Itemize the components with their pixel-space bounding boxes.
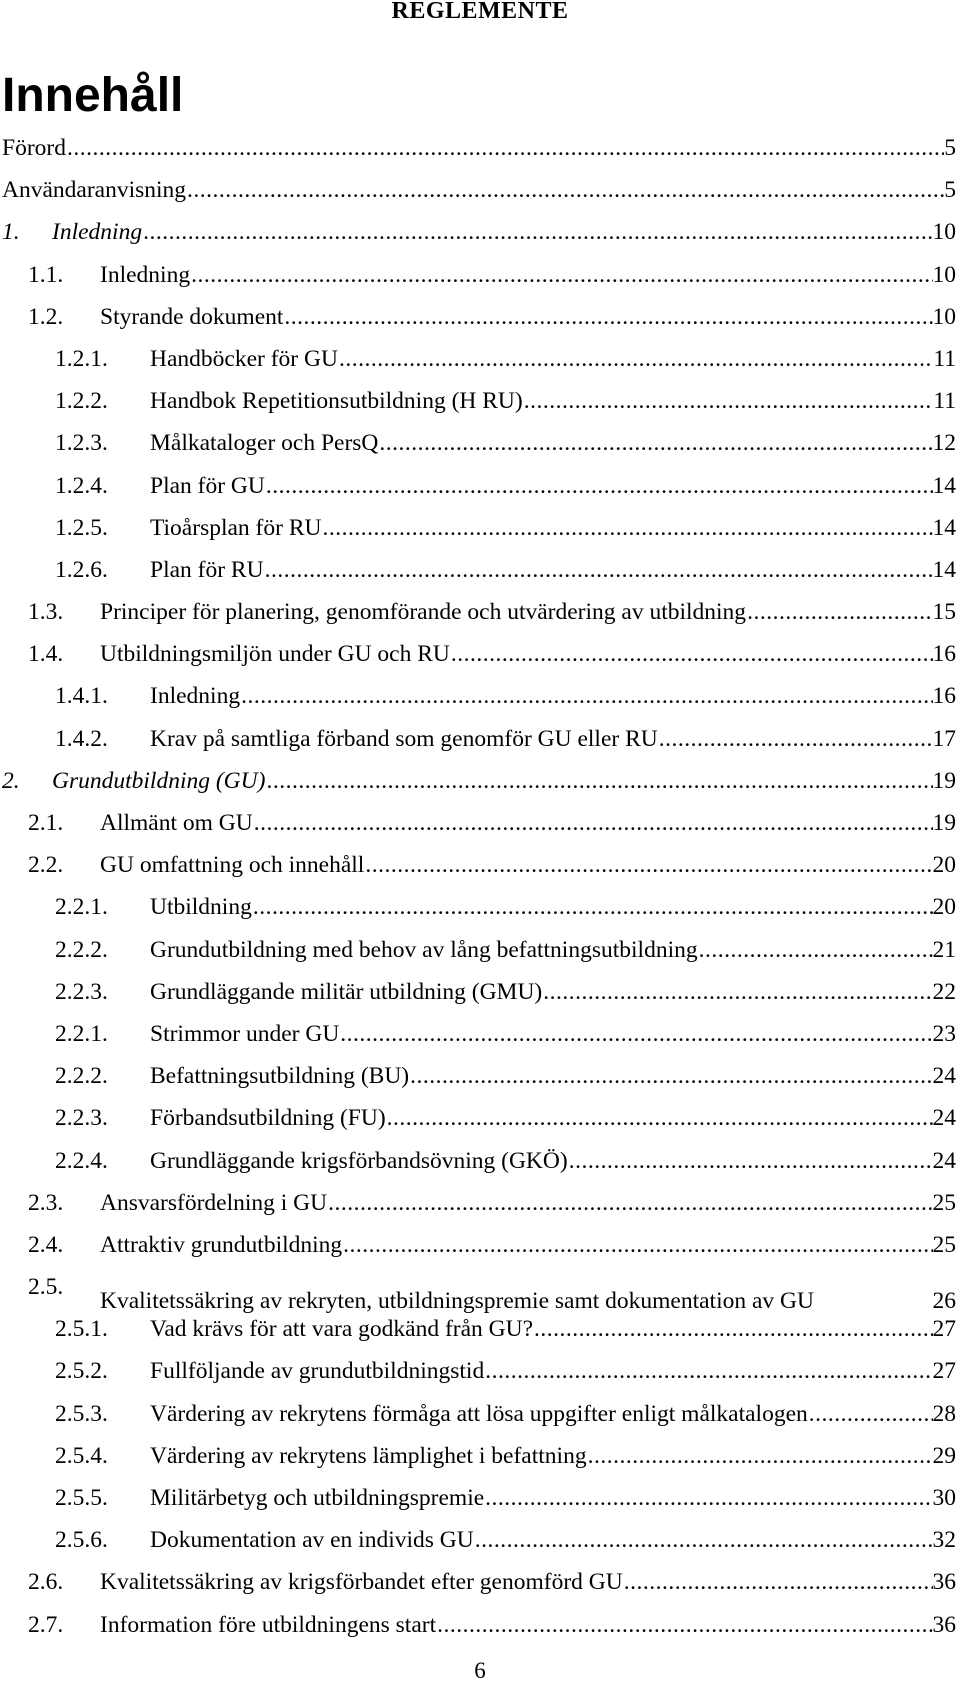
- toc-entry-line: [150, 549, 956, 591]
- toc-entry-number: 2.5.6.: [55, 1527, 108, 1554]
- toc-entry-title: Tioårsplan för RU: [150, 514, 322, 541]
- toc-entry-page: 11: [933, 388, 956, 415]
- toc-entry[interactable]: [0, 296, 960, 338]
- dot-leader: [451, 633, 933, 675]
- toc-entry-title: Krav på samtliga förband som genomför GU eller RU: [150, 725, 658, 752]
- toc-entry-line: [100, 254, 956, 296]
- toc-entry-number: 2.5.1.: [55, 1316, 108, 1343]
- toc-entry-line: [150, 422, 956, 464]
- toc-entry-line: [150, 929, 956, 971]
- toc-entry-page: 27: [932, 1358, 956, 1385]
- toc-entry-number: 2.5.3.: [55, 1400, 108, 1427]
- toc-entry-page: 26: [932, 1288, 956, 1315]
- toc-entry[interactable]: [0, 844, 960, 886]
- toc-entry[interactable]: [0, 1013, 960, 1055]
- toc-entry-title: Information före utbildningens start: [100, 1611, 437, 1638]
- toc-entry-number: 2.5.4.: [55, 1442, 108, 1469]
- dot-leader: [322, 507, 932, 549]
- toc-entry-title: Vad krävs för att vara godkänd från GU?: [150, 1316, 534, 1343]
- toc-entry-line: [100, 296, 956, 338]
- toc-entry-line: [52, 211, 956, 253]
- toc-entry-number: 1.2.4.: [55, 472, 108, 499]
- toc-entry-page: 28: [932, 1400, 956, 1427]
- toc-entry-page: 32: [932, 1527, 956, 1554]
- dot-leader: [254, 802, 933, 844]
- toc-entry-page: 24: [932, 1105, 956, 1132]
- toc-entry-page: 16: [932, 683, 956, 710]
- toc-entry-number: 1.: [2, 219, 20, 246]
- toc-entry-number: 2.2.1.: [55, 1020, 108, 1047]
- toc-entry-line: [150, 1393, 956, 1435]
- dot-leader: [534, 1308, 932, 1350]
- dot-leader: [524, 380, 934, 422]
- toc-entry-line: [150, 1477, 956, 1519]
- toc-entry-title: Förord: [2, 135, 66, 161]
- toc-entry-page: 25: [932, 1189, 956, 1216]
- toc-entry[interactable]: [0, 1477, 960, 1519]
- toc-entry-number: 1.2.3.: [55, 430, 108, 457]
- dot-leader: [191, 254, 932, 296]
- toc-entry-line: [150, 886, 956, 928]
- toc-entry[interactable]: [0, 591, 960, 633]
- toc-entry[interactable]: [0, 211, 960, 253]
- toc-entry-line: [100, 633, 956, 675]
- toc-entry-number: 1.3.: [28, 599, 64, 626]
- dot-leader: [699, 929, 933, 971]
- toc-entry-page: 20: [932, 894, 956, 921]
- toc-entry-number: 1.2.2.: [55, 388, 108, 415]
- toc-entry-number: 2.3.: [28, 1189, 64, 1216]
- toc-entry-title: GU omfattning och innehåll: [100, 852, 365, 879]
- toc-entry-page: 36: [932, 1611, 956, 1638]
- toc-entry-number: 2.6.: [28, 1569, 64, 1596]
- dot-leader: [265, 549, 933, 591]
- toc-entry-title: Grundutbildning (GU): [52, 767, 266, 794]
- toc-entry-title: Inledning: [52, 219, 143, 246]
- table-of-contents: [0, 127, 960, 1646]
- toc-entry-number: 2.2.4.: [55, 1147, 108, 1174]
- dot-leader: [747, 591, 932, 633]
- toc-entry-page: 14: [932, 556, 956, 583]
- toc-entry-line: [100, 1182, 956, 1224]
- toc-entry-title: Handböcker för GU: [150, 345, 338, 372]
- toc-entry-title: Militärbetyg och utbildningspremie: [150, 1485, 485, 1511]
- toc-entry[interactable]: [0, 338, 960, 380]
- dot-leader: [143, 211, 932, 253]
- toc-entry[interactable]: [0, 1182, 960, 1224]
- toc-entry-number: 2.2.1.: [55, 894, 108, 921]
- toc-entry-line: [150, 507, 956, 549]
- toc-entry[interactable]: [0, 1224, 960, 1266]
- toc-entry-number: 1.2.1.: [55, 345, 108, 372]
- toc-entry-page: 11: [933, 345, 956, 372]
- toc-entry-line: [150, 1519, 956, 1561]
- dot-leader: [485, 1350, 932, 1392]
- toc-entry[interactable]: [0, 465, 960, 507]
- toc-entry-title: Förbandsutbildning (FU): [150, 1105, 386, 1132]
- toc-entry-title: Handbok Repetitionsutbildning (H RU): [150, 388, 523, 415]
- toc-entry-page: 19: [932, 767, 956, 794]
- toc-entry-title: Målkataloger och PersQ: [150, 430, 379, 457]
- dot-leader: [387, 1097, 933, 1139]
- toc-entry[interactable]: [0, 127, 960, 169]
- toc-entry-number: 2.2.: [28, 852, 64, 879]
- dot-leader: [328, 1182, 932, 1224]
- toc-entry[interactable]: [0, 1604, 960, 1646]
- toc-entry[interactable]: [0, 507, 960, 549]
- dot-leader: [410, 1055, 932, 1097]
- dot-leader: [253, 886, 933, 928]
- toc-entry-page: 23: [932, 1020, 956, 1047]
- toc-entry-title: Principer för planering, genomförande och utvärdering av utbildning: [100, 599, 747, 626]
- toc-entry-line: [100, 1604, 956, 1646]
- toc-entry-line: [150, 380, 956, 422]
- toc-entry[interactable]: [0, 760, 960, 802]
- toc-entry[interactable]: [0, 718, 960, 760]
- toc-entry-page: 19: [932, 810, 956, 836]
- dot-leader: [624, 1561, 933, 1603]
- toc-entry[interactable]: [0, 1435, 960, 1477]
- toc-entry-number: 2.2.2.: [55, 936, 108, 963]
- toc-entry[interactable]: [0, 802, 960, 844]
- toc-entry-line: [150, 718, 956, 760]
- toc-entry-title: Utbildningsmiljön under GU och RU: [100, 641, 450, 668]
- toc-entry-number: 1.1.: [28, 261, 64, 288]
- dot-leader: [339, 338, 933, 380]
- toc-entry-line: [100, 1224, 956, 1266]
- toc-entry-page: 24: [932, 1063, 956, 1090]
- dot-leader: [815, 1266, 933, 1308]
- toc-entry-title: Allmänt om GU: [100, 810, 253, 836]
- dot-leader: [241, 675, 932, 717]
- toc-entry-number: 1.4.1.: [55, 683, 108, 710]
- toc-entry-line: [150, 338, 956, 380]
- toc-entry-line: [150, 1013, 956, 1055]
- dot-leader: [266, 760, 932, 802]
- toc-entry-page: 20: [932, 852, 956, 879]
- page-number: 6: [474, 1658, 486, 1683]
- toc-entry-title: Plan för RU: [150, 556, 264, 583]
- toc-entry[interactable]: [0, 1350, 960, 1392]
- toc-entry-title: Plan för GU: [150, 472, 265, 499]
- toc-entry-title: Inledning: [100, 261, 191, 288]
- toc-entry-page: 5: [944, 135, 956, 161]
- toc-entry-line: [100, 802, 956, 844]
- toc-entry-number: 2.5.2.: [55, 1358, 108, 1385]
- dot-leader: [67, 127, 944, 169]
- toc-entry[interactable]: [0, 1308, 960, 1350]
- toc-entry[interactable]: [0, 169, 960, 211]
- toc-entry-title: Värdering av rekrytens lämplighet i befattning: [150, 1442, 587, 1469]
- toc-entry-page: 29: [932, 1442, 956, 1469]
- toc-entry-page: 25: [932, 1231, 956, 1258]
- toc-entry-title: Attraktiv grundutbildning: [100, 1231, 343, 1258]
- toc-entry-number: 2.: [2, 767, 20, 794]
- toc-entry-page: 10: [932, 303, 956, 330]
- toc-entry-line: [2, 169, 956, 211]
- toc-entry-page: 16: [932, 641, 956, 668]
- dot-leader: [569, 1140, 933, 1182]
- dot-leader: [266, 465, 933, 507]
- toc-entry-title: Värdering av rekrytens förmåga att lösa uppgifter enligt målkatalogen: [150, 1400, 808, 1427]
- toc-entry-line: [100, 591, 956, 633]
- toc-entry-title: Grundläggande militär utbildning (GMU): [150, 978, 543, 1005]
- toc-entry-line: [150, 465, 956, 507]
- toc-entry-page: 22: [932, 978, 956, 1005]
- toc-entry-number: 1.4.: [28, 641, 64, 668]
- toc-entry-number: 2.2.3.: [55, 978, 108, 1005]
- toc-entry[interactable]: [0, 886, 960, 928]
- toc-entry-page: 10: [932, 219, 956, 246]
- toc-entry-number: 2.1.: [28, 810, 64, 836]
- toc-entry-line: [150, 1435, 956, 1477]
- toc-entry-line: [150, 1055, 956, 1097]
- toc-entry-title: Kvalitetssäkring av krigsförbandet efter genomförd GU: [100, 1569, 623, 1596]
- toc-entry-page: 10: [932, 261, 956, 288]
- toc-entry-number: 1.2.5.: [55, 514, 108, 541]
- toc-entry-line: [150, 1140, 956, 1182]
- toc-entry-page: 14: [932, 514, 956, 541]
- toc-entry-line: [150, 1097, 956, 1139]
- dot-leader: [588, 1435, 933, 1477]
- toc-entry-number: 2.7.: [28, 1611, 64, 1638]
- toc-entry-line: [150, 971, 956, 1013]
- dot-leader: [475, 1519, 933, 1561]
- toc-entry-page: 5: [944, 177, 956, 204]
- toc-entry[interactable]: [0, 1055, 960, 1097]
- toc-entry[interactable]: [0, 1561, 960, 1603]
- toc-entry-title: Fullföljande av grundutbildningstid: [150, 1358, 485, 1385]
- toc-entry-page: 12: [932, 430, 956, 457]
- toc-entry[interactable]: [0, 675, 960, 717]
- toc-entry[interactable]: [0, 380, 960, 422]
- toc-entry[interactable]: [0, 971, 960, 1013]
- dot-leader: [485, 1477, 932, 1519]
- dot-leader: [379, 422, 932, 464]
- toc-entry-number: 2.2.2.: [55, 1063, 108, 1090]
- toc-entry-page: 24: [932, 1147, 956, 1174]
- toc-entry[interactable]: [0, 549, 960, 591]
- toc-entry-title: Användaranvisning: [2, 177, 187, 204]
- toc-entry-line: [52, 760, 956, 802]
- toc-entry-page: 14: [932, 472, 956, 499]
- dot-leader: [340, 1013, 932, 1055]
- toc-entry-number: 2.5.5.: [55, 1485, 108, 1511]
- dot-leader: [543, 971, 932, 1013]
- toc-entry-number: 2.2.3.: [55, 1105, 108, 1132]
- toc-entry-number: 1.2.: [28, 303, 64, 330]
- toc-entry-title: Kvalitetssäkring av rekryten, utbildningspremie samt dokumentation av GU: [100, 1288, 814, 1315]
- dot-leader: [187, 169, 944, 211]
- dot-leader: [343, 1224, 932, 1266]
- document-header: REGLEMENTE: [391, 0, 569, 24]
- toc-entry-line: [150, 1308, 956, 1350]
- toc-entry-line: [100, 1561, 956, 1603]
- dot-leader: [365, 844, 932, 886]
- toc-entry-page: 36: [932, 1569, 956, 1596]
- toc-entry-number: 2.4.: [28, 1231, 64, 1258]
- toc-entry[interactable]: [0, 929, 960, 971]
- toc-entry-title: Inledning: [150, 683, 241, 710]
- toc-entry[interactable]: [0, 633, 960, 675]
- toc-entry-title: Dokumentation av en individs GU: [150, 1527, 474, 1554]
- toc-entry[interactable]: [0, 422, 960, 464]
- toc-entry-line: [2, 127, 956, 169]
- toc-entry-page: 15: [932, 599, 956, 626]
- toc-entry-number: 2.5.: [28, 1274, 64, 1301]
- toc-entry-page: 17: [932, 725, 956, 752]
- toc-entry[interactable]: [0, 254, 960, 296]
- toc-entry[interactable]: [0, 1140, 960, 1182]
- toc-entry-title: Grundläggande krigsförbandsövning (GKÖ): [150, 1147, 568, 1174]
- toc-entry-line: [150, 675, 956, 717]
- toc-entry-page: 30: [932, 1485, 956, 1511]
- dot-leader: [809, 1393, 933, 1435]
- toc-entry-line: [100, 844, 956, 886]
- toc-entry-title: Strimmor under GU: [150, 1020, 340, 1047]
- toc-entry-line: [150, 1350, 956, 1392]
- toc-entry-title: Styrande dokument: [100, 303, 284, 330]
- toc-title: Innehåll: [2, 69, 184, 122]
- toc-entry-number: 1.4.2.: [55, 725, 108, 752]
- toc-entry-title: Grundutbildning med behov av lång befattningsutbildning: [150, 936, 698, 963]
- dot-leader: [284, 296, 932, 338]
- dot-leader: [437, 1604, 932, 1646]
- toc-entry-page: 27: [932, 1316, 956, 1343]
- toc-entry-title: Ansvarsfördelning i GU: [100, 1189, 328, 1216]
- toc-entry[interactable]: [0, 1393, 960, 1435]
- toc-entry[interactable]: [0, 1097, 960, 1139]
- toc-entry-number: 1.2.6.: [55, 556, 108, 583]
- toc-entry-title: Befattningsutbildning (BU): [150, 1063, 410, 1090]
- toc-entry-title: Utbildning: [150, 894, 252, 921]
- toc-entry[interactable]: [0, 1266, 960, 1315]
- toc-entry-page: 21: [932, 936, 956, 963]
- dot-leader: [659, 718, 933, 760]
- toc-entry[interactable]: [0, 1519, 960, 1561]
